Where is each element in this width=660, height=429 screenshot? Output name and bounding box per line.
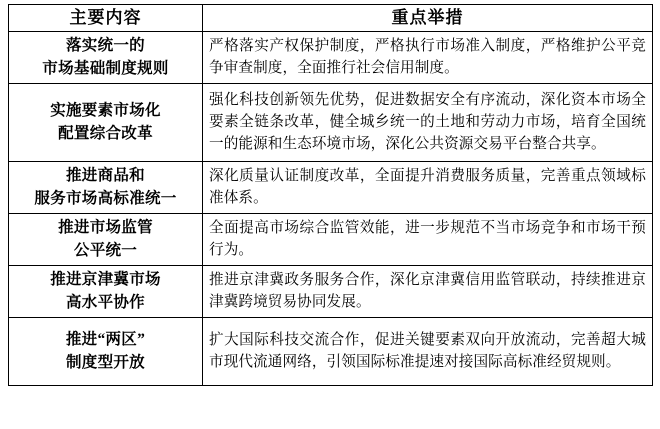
table-row [9,318,653,386]
table-row [9,214,653,266]
row-key-cell [9,84,203,162]
document-page [0,4,660,429]
column-header-main-content: 主要内容 [9,5,203,32]
row-key-cell [9,214,203,266]
row-key-cell [9,266,203,318]
table-row [9,84,653,162]
row-key-line: 实施要素市场化 [50,102,161,120]
row-detail-cell: 扩大国际科技交流合作，促进关键要素双向开放流动，完善超大城市现代流通网络，引领国际标准提速对接国际高标准经贸规则。 [203,318,653,386]
row-key-line: 服务市场高标准统一 [34,189,177,207]
row-key-line: 配置综合改革 [58,124,153,142]
row-key-line: 落实统一的 [65,37,145,55]
row-detail-cell: 严格落实产权保护制度，严格执行市场准入制度，严格维护公平竞争审查制度，全面推行社会信用制度。 [203,32,653,84]
row-key-line: 制度型开放 [65,353,145,371]
row-key-cell [9,32,203,84]
row-detail-cell: 深化质量认证制度改革，全面提升消费服务质量，完善重点领域标准体系。 [203,162,653,214]
table-header-row [9,5,653,32]
table-header [9,5,653,32]
row-key-cell [9,318,203,386]
table-body [9,32,653,386]
column-header-key-measures: 重点举措 [203,5,653,32]
table-row [9,162,653,214]
row-key-line: 推进市场监管 [58,219,153,237]
row-key-line: 公平统一 [73,241,138,259]
row-key-line: 推进京津冀市场 [50,271,161,289]
table-row [9,32,653,84]
row-detail-cell: 推进京津冀政务服务合作，深化京津冀信用监管联动，持续推进京津冀跨境贸易协同发展。 [203,266,653,318]
row-key-line: 高水平协作 [65,293,145,311]
row-detail-cell: 全面提高市场综合监管效能，进一步规范不当市场竞争和市场干预行为。 [203,214,653,266]
row-detail-cell: 强化科技创新领先优势，促进数据安全有序流动，深化资本市场全要素全链条改革，健全城乡统一的土地和劳动力市场，培育全国统一的能源和生态环境市场，深化公共资源交易平台整合共享。 [203,84,653,162]
table-row [9,266,653,318]
row-key-line: 市场基础制度规则 [42,59,169,77]
row-key-line: 推进“两区” [65,331,146,349]
row-key-line: 推进商品和 [65,167,145,185]
content-table [8,4,653,386]
row-key-cell [9,162,203,214]
